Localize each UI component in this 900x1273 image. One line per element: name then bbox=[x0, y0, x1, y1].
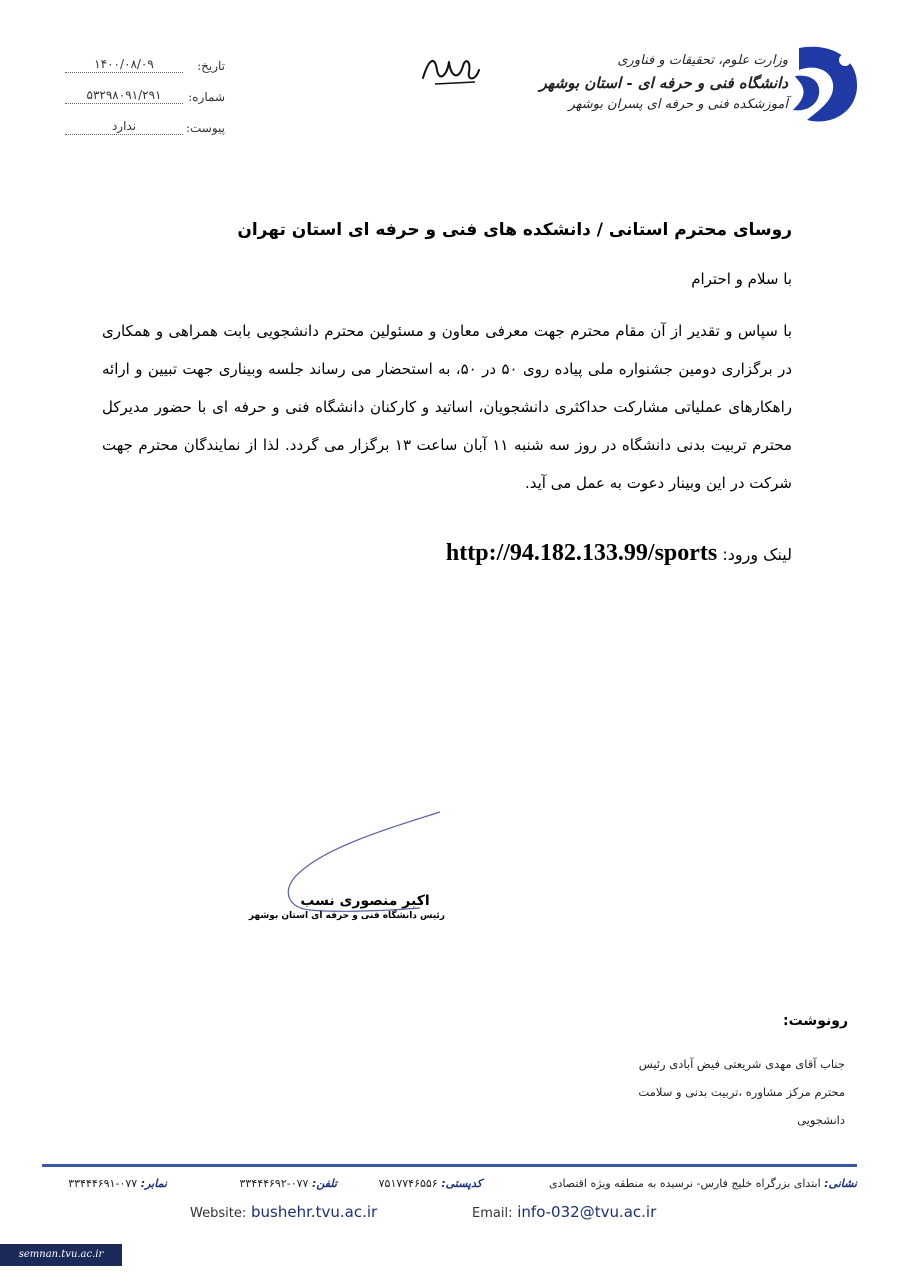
address-label: نشانی: bbox=[824, 1177, 857, 1190]
fax-number: ۰۷۷-۳۳۴۴۴۶۹۱ bbox=[68, 1177, 138, 1190]
attachment-label: پیوست: bbox=[185, 121, 225, 135]
website-link[interactable]: bushehr.tvu.ac.ir bbox=[250, 1203, 378, 1221]
postal-label: کدپستی: bbox=[441, 1177, 482, 1190]
signer-name: اکبر منصوری نسب bbox=[300, 893, 430, 909]
fax-block bbox=[68, 1177, 167, 1190]
signer-title: رئیس دانشگاه فنی و حرفه ای استان بوشهر bbox=[248, 911, 445, 921]
cc-lines bbox=[555, 1050, 845, 1134]
greeting-line: با سلام و احترام bbox=[691, 270, 792, 288]
phone-block bbox=[239, 1177, 337, 1190]
letter-body: با سپاس و تقدیر از آن مقام محترم جهت معرفی معاون و مسئولین محترم دانشجویی بابت همراهی و همکاری در برگزاری دومین جشنواره ملی پیاده روی ۵۰ در ۵۰، به استحضار می رساند جلسه وبیناری جهت تبیین و ارائه راهکارهای عملیاتی مشارکت حداکثری دانشجویان، اساتید و کارکنان دانشگاه فنی و حرفه ای با حضور مدیرکل محترم تربیت بدنی دانشگاه در روز سه شنبه ۱۱ آبان ساعت ۱۳ برگزار می گردد. لذا از نمایندگان محترم جهت شرکت در این وبینار دعوت به عمل می آید. bbox=[102, 322, 792, 492]
link-label: لینک ورود: bbox=[722, 545, 792, 564]
attachment-row bbox=[65, 104, 225, 135]
fax-label: نمابر: bbox=[140, 1177, 167, 1190]
institution-lines bbox=[528, 50, 788, 116]
attachment-value: ندارد bbox=[65, 119, 183, 135]
number-label: شماره: bbox=[188, 90, 225, 104]
date-row bbox=[65, 42, 225, 73]
postal-code: ۷۵۱۷۷۴۶۵۵۶ bbox=[378, 1177, 438, 1190]
email-link[interactable]: info-032@tvu.ac.ir bbox=[517, 1203, 657, 1221]
phone-number: ۰۷۷-۳۳۴۴۴۶۹۲ bbox=[239, 1177, 309, 1190]
webinar-link[interactable]: http://94.182.133.99/sports bbox=[445, 540, 718, 566]
school-name: آموزشکده فنی و حرفه ای پسران بوشهر bbox=[568, 97, 788, 112]
cc-line: دانشجویی bbox=[797, 1113, 845, 1127]
entry-link-line bbox=[92, 540, 792, 567]
cc-line: محترم مرکز مشاوره ،تربیت بدنی و سلامت bbox=[638, 1085, 845, 1099]
date-value: ۱۴۰۰/۰۸/۰۹ bbox=[65, 57, 183, 73]
number-value: ۵۳۲۹۸۰۹۱/۲۹۱ bbox=[65, 88, 183, 104]
watermark-badge: semnan.tvu.ac.ir bbox=[0, 1244, 122, 1266]
website-block bbox=[190, 1203, 377, 1221]
date-label: تاریخ: bbox=[197, 59, 225, 73]
cc-title: رونوشت: bbox=[783, 1013, 848, 1029]
website-label: Website: bbox=[190, 1206, 247, 1221]
address-block bbox=[549, 1177, 857, 1190]
university-logo bbox=[785, 40, 863, 128]
basmala-calligraphy bbox=[415, 48, 485, 88]
cc-line: جناب آقای مهدی شریعتی فیض آبادی رئیس bbox=[638, 1057, 845, 1071]
recipient-line: روسای محترم استانی / دانشکده های فنی و حرفه ای استان تهران bbox=[237, 220, 792, 240]
phone-label: تلفن: bbox=[311, 1177, 337, 1190]
address-text: ابتدای بزرگراه خلیج فارس- نرسیده به منطقه ویژه اقتصادی bbox=[548, 1177, 821, 1190]
email-label: Email: bbox=[472, 1206, 513, 1221]
footer-web-row bbox=[42, 1203, 857, 1227]
letter-meta bbox=[65, 42, 225, 135]
ministry-name: وزارت علوم، تحقیقات و فناوری bbox=[617, 53, 788, 68]
email-block bbox=[472, 1203, 656, 1221]
footer-contact-row bbox=[42, 1177, 857, 1199]
university-name: دانشگاه فنی و حرفه ای - استان بوشهر bbox=[539, 74, 788, 92]
postal-block bbox=[379, 1177, 482, 1190]
signer-block bbox=[248, 893, 445, 921]
footer-rule bbox=[42, 1164, 857, 1167]
number-row bbox=[65, 73, 225, 104]
